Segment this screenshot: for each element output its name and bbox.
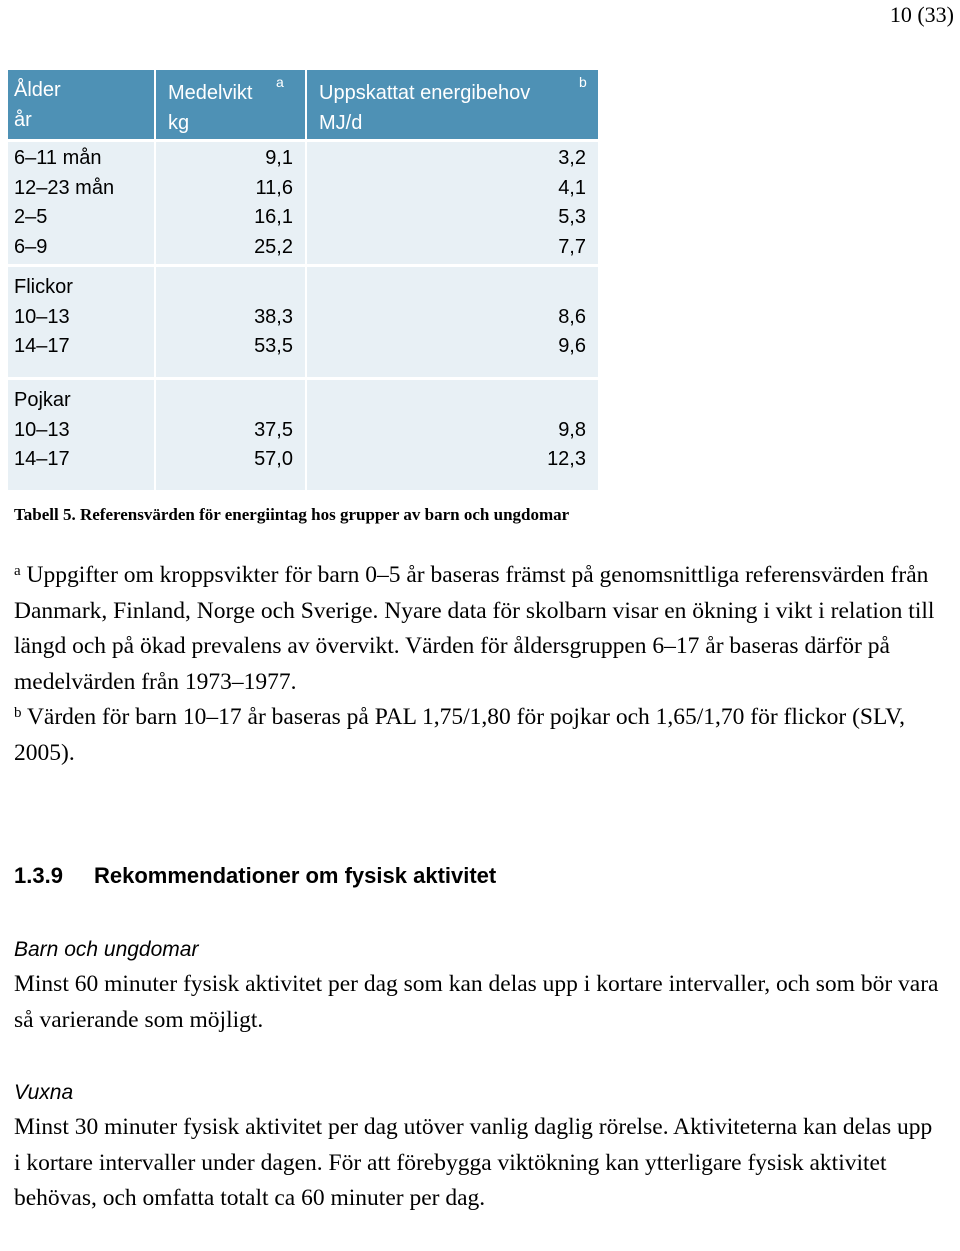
footnote-b-text: Värden för barn 10–17 år baseras på PAL 1,75/1,80 för pojkar och 1,65/1,70 för flickor (SLV, 2005). xyxy=(14,704,905,766)
footnote-b xyxy=(14,700,944,771)
children-heading: Barn och ungdomar xyxy=(14,938,199,961)
children-text: Minst 60 minuter fysisk aktivitet per dag som kan delas upp i kortare intervaller, och som bör vara så varierande som möjligt. xyxy=(14,971,939,1033)
table-row xyxy=(156,142,305,264)
energy-cell: 9,8 xyxy=(558,418,586,441)
table-row xyxy=(8,267,154,377)
group-label-boys: Pojkar xyxy=(14,389,71,411)
footnote-a xyxy=(14,558,944,700)
age-cell: 2–5 xyxy=(14,206,48,228)
energy-cell: 5,3 xyxy=(558,206,586,228)
age-cell: 6–9 xyxy=(14,235,48,258)
table-row xyxy=(156,380,305,490)
header-age xyxy=(8,70,154,139)
header-weight-unit: kg xyxy=(168,112,190,134)
weight-cell: 53,5 xyxy=(254,335,293,357)
weight-cell: 37,5 xyxy=(254,418,293,441)
energy-cell: 7,7 xyxy=(558,235,586,258)
footnote-b-mark: b xyxy=(14,705,22,721)
footnote-a-text: Uppgifter om kroppsvikter för barn 0–5 år baseras främst på genomsnittliga referensvärden från Danmark, Finland, Norge och Sverige. Nyare data för skolbarn visar en ökning i vikt i relation till längd och på ökad prevalens av övervikt. Värden för åldersgruppen 6–17 år baseras därför på medelvärden från 1973–1977. xyxy=(14,562,935,695)
header-energy-unit: MJ/d xyxy=(319,112,363,134)
energy-cell: 8,6 xyxy=(558,305,586,328)
weight-cell: 9,1 xyxy=(265,147,293,169)
age-cell: 10–13 xyxy=(14,305,70,328)
header-energy-label: Uppskattat energibehov xyxy=(319,82,531,104)
header-age-unit: år xyxy=(14,109,32,131)
age-cell: 14–17 xyxy=(14,335,70,357)
footnotes xyxy=(14,558,944,771)
header-weight-footnote-mark: a xyxy=(276,74,284,90)
table-row xyxy=(307,142,598,264)
header-age-label: Ålder xyxy=(14,79,61,101)
age-cell: 6–11 mån xyxy=(14,147,102,169)
section-heading xyxy=(14,863,496,889)
table-row xyxy=(156,267,305,377)
energy-cell: 3,2 xyxy=(558,147,586,169)
age-cell: 14–17 xyxy=(14,448,70,470)
table-row xyxy=(8,142,154,264)
energy-cell: 9,6 xyxy=(558,335,586,357)
header-energy xyxy=(307,70,598,139)
energy-cell: 4,1 xyxy=(558,176,586,199)
section-title: Rekommendationer om fysisk aktivitet xyxy=(94,863,497,888)
group-label-girls: Flickor xyxy=(14,276,73,298)
table-row xyxy=(8,380,154,490)
weight-cell: 57,0 xyxy=(254,448,293,470)
adults-heading: Vuxna xyxy=(14,1081,74,1104)
header-energy-footnote-mark: b xyxy=(579,74,587,90)
weight-cell: 25,2 xyxy=(254,235,293,258)
header-weight-label: Medelvikt xyxy=(168,82,253,104)
energy-cell: 12,3 xyxy=(547,448,586,470)
footnote-a-mark: a xyxy=(14,563,21,579)
page-number: 10 (33) xyxy=(889,2,954,27)
age-cell: 10–13 xyxy=(14,418,70,441)
table-row xyxy=(307,267,598,377)
adults-text: Minst 30 minuter fysisk aktivitet per dag utöver vanlig daglig rörelse. Aktiviteterna kan delas upp i kortare intervaller under dagen. För att förebygga viktökning kan ytterligare fysisk aktivitet behövas, och omfatta totalt ca 60 minuter per dag. xyxy=(14,1114,933,1211)
weight-cell: 11,6 xyxy=(255,176,293,199)
header-weight xyxy=(156,70,305,139)
weight-cell: 16,1 xyxy=(254,206,293,228)
table-caption: Tabell 5. Referensvärden för energiintag hos grupper av barn och ungdomar xyxy=(14,505,570,524)
table-row xyxy=(307,380,598,490)
section-number: 1.3.9 xyxy=(14,863,63,888)
weight-cell: 38,3 xyxy=(254,305,293,328)
age-cell: 12–23 mån xyxy=(14,176,115,199)
